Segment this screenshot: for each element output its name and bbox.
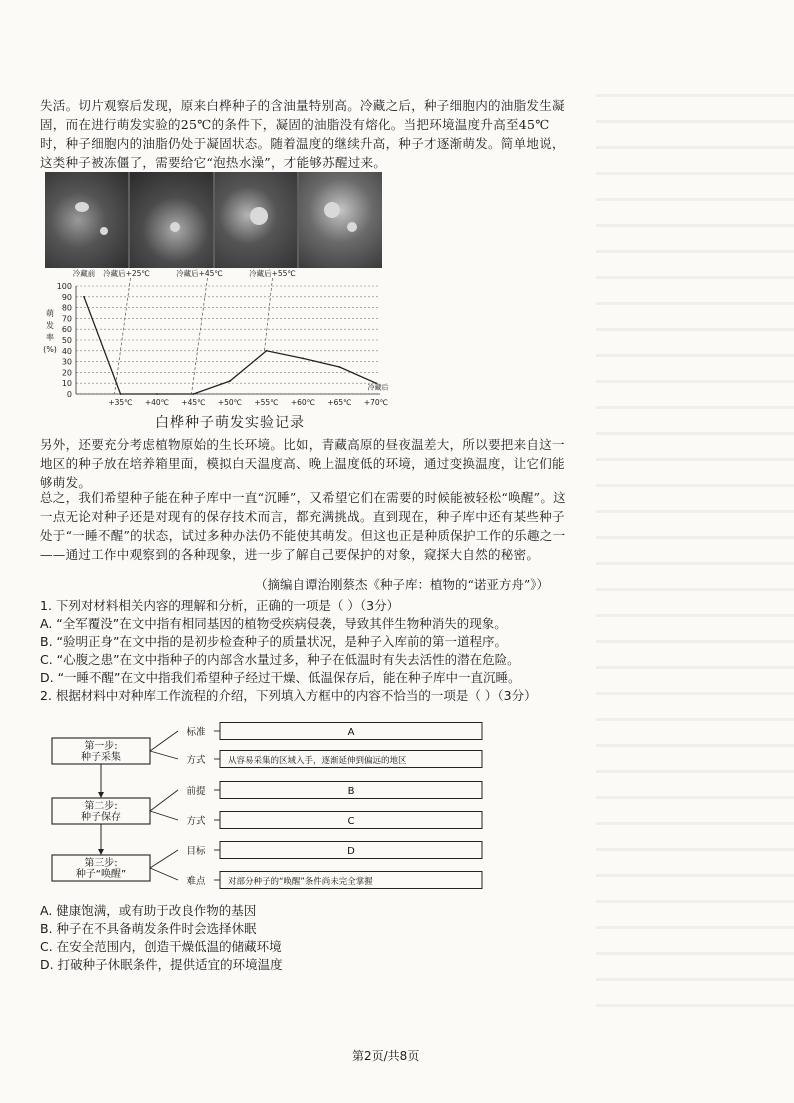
question-2-option-b: B. 种子在不具备萌发条件时会选择休眠 [40,921,257,936]
y-tick-label: 80 [61,303,72,313]
flow-branch-line [150,868,178,880]
flow-branch-line [150,751,178,759]
flow-row-label: 方式 [186,816,206,827]
y-tick-label: 40 [61,346,72,356]
flow-row-text: 对部分种子的“唤醒”条件尚未完全掌握 [228,877,373,887]
y-axis-label-char: (%) [43,345,57,354]
question-1-option-c: C. “心腹之患”在文中指种子的内部含水量过多，种子在低温时有失去活性的潜在危险。 [40,652,520,667]
x-tick-label: +70℃ [363,398,389,407]
question-2-option-d: D. 打破种子休眠条件，提供适宜的环境温度 [40,957,283,972]
flow-step-box [52,855,150,881]
y-tick-label: 30 [61,357,72,367]
question-1-option-a: A. “全军覆没”在文中指有相同基因的植物受疾病侵袭，导致其伴生物种消失的现象。 [40,616,507,631]
flow-step-name: 种子“唤醒” [75,869,127,880]
passage-paragraph-3: 总之，我们希望种子能在种子库中一直“沉睡”，又希望它们在需要的时候能被轻松“唤醒”。这一点无论对种子还是对现有的保存技术而言，都充满挑战。直到现在，种子库中还有某些种子处于“一睡不醒”的状态，试过多种办法仍不能使其萌发。但这也正是种质保护工作的乐趣之一——通过工作中观察到的各种现象，进一步了解自己要保护的对象，窥探大自然的秘密。 [40,490,566,562]
flow-branch-line [150,811,178,820]
annotation-label: 冷藏后+55℃ [249,269,296,278]
question-2-option-c: C. 在安全范围内，创造干燥低温的储藏环境 [40,939,282,954]
flow-step-box [52,798,150,824]
y-tick-label: 0 [66,390,72,399]
flow-branch-line [150,731,178,751]
annotation-label: 冷藏后+45℃ [176,269,223,278]
chart-caption: 白桦种子萌发实验记录 [155,415,305,431]
y-axis-label-char: 率 [46,333,54,342]
flow-row-label: 难点 [186,876,206,887]
y-tick-label: 100 [56,282,72,291]
annotation-label: 冷藏前 [72,269,96,278]
flow-row-text: B [347,786,355,797]
flow-steps [52,738,150,881]
y-axis-label-char: 发 [46,321,54,330]
flow-arrow-head [98,792,104,798]
y-tick-label: 90 [61,292,72,302]
flow-step-name: 种子保存 [81,812,121,823]
flow-branch-line [150,790,178,811]
passage-paragraph-1: 失活。切片观察后发现，原来白桦种子的含油量特别高。冷藏之后，种子细胞内的油脂发生凝固，而在进行萌发实验的25℃的条件下，凝固的油脂没有熔化。当把环境温度升高至45℃时，种子细胞内的油脂仍处于凝固状态。随着温度的继续升高，种子才逐渐萌发。简单地说，这类种子被冻僵了，需要给它“泡热水澡”，才能够苏醒过来。 [40,98,565,170]
y-tick-label: 50 [61,336,72,345]
flow-branch-line [150,850,178,868]
y-tick-label: 10 [61,379,72,389]
flow-rows [150,723,482,889]
flow-row-label: 标准 [186,727,206,738]
x-tick-label: +65℃ [327,398,352,407]
flow-row-text: C [347,816,355,827]
x-tick-label: +60℃ [290,398,316,407]
flow-row-text: D [347,846,355,857]
flow-step-title: 第二步: [84,801,118,812]
y-tick-label: 70 [61,314,72,324]
y-tick-label: 20 [61,368,72,378]
flow-row-label: 方式 [186,755,206,766]
x-tick-label: +50℃ [217,398,243,407]
question-1-stem: 1. 下列对材料相关内容的理解和分析，正确的一项是（ ）（3分） [40,598,400,613]
question-2-stem: 2. 根据材料中对种库工作流程的介绍，下列填入方框中的内容不恰当的一项是（ ）（3分） [40,688,537,703]
page-number: 第2页/共8页 [352,1049,420,1063]
source-citation: （摘编自谭治刚蔡杰《种子库：植物的“诺亚方舟”》） [255,577,550,592]
question-2-option-a: A. 健康饱满，或有助于改良作物的基因 [40,903,257,918]
flow-step-title: 第一步: [84,741,118,752]
flow-step-box [52,738,150,764]
passage-paragraph-2: 另外，还要充分考虑植物原始的生长环境。比如，青藏高原的昼夜温差大，所以要把来自这一地区的种子放在培养箱里面，模拟白天温度高、晚上温度低的环境，通过变换温度，让它们能够萌发。 [40,437,565,490]
flow-row-text: A [347,727,355,738]
flow-arrow-head [98,849,104,855]
x-tick-label: +40℃ [144,398,170,407]
question-1-option-b: B. “验明正身”在文中指的是初步检查种子的质量状况，是种子入库前的第一道程序。 [40,634,507,649]
y-tick-label: 60 [61,325,72,335]
y-axis-label-char: 萌 [46,309,54,318]
flow-row-text: 从容易采集的区域入手，逐渐延伸到偏远的地区 [228,756,407,766]
x-tick-label: +45℃ [181,398,206,407]
annotation-label: 冷藏后+25℃ [103,269,150,278]
flow-step-name: 种子采集 [81,752,121,763]
annotation-label-end: 冷藏后 [367,383,389,392]
flow-step-title: 第三步: [84,858,118,869]
x-tick-label: +55℃ [254,398,279,407]
x-tick-label: +35℃ [108,398,133,407]
flow-row-label: 目标 [186,846,206,857]
flow-row-label: 前提 [186,786,206,797]
question-1-option-d: D. “一睡不醒”在文中指我们希望种子经过干燥、低温保存后，能在种子库中一直沉睡。 [40,670,521,685]
